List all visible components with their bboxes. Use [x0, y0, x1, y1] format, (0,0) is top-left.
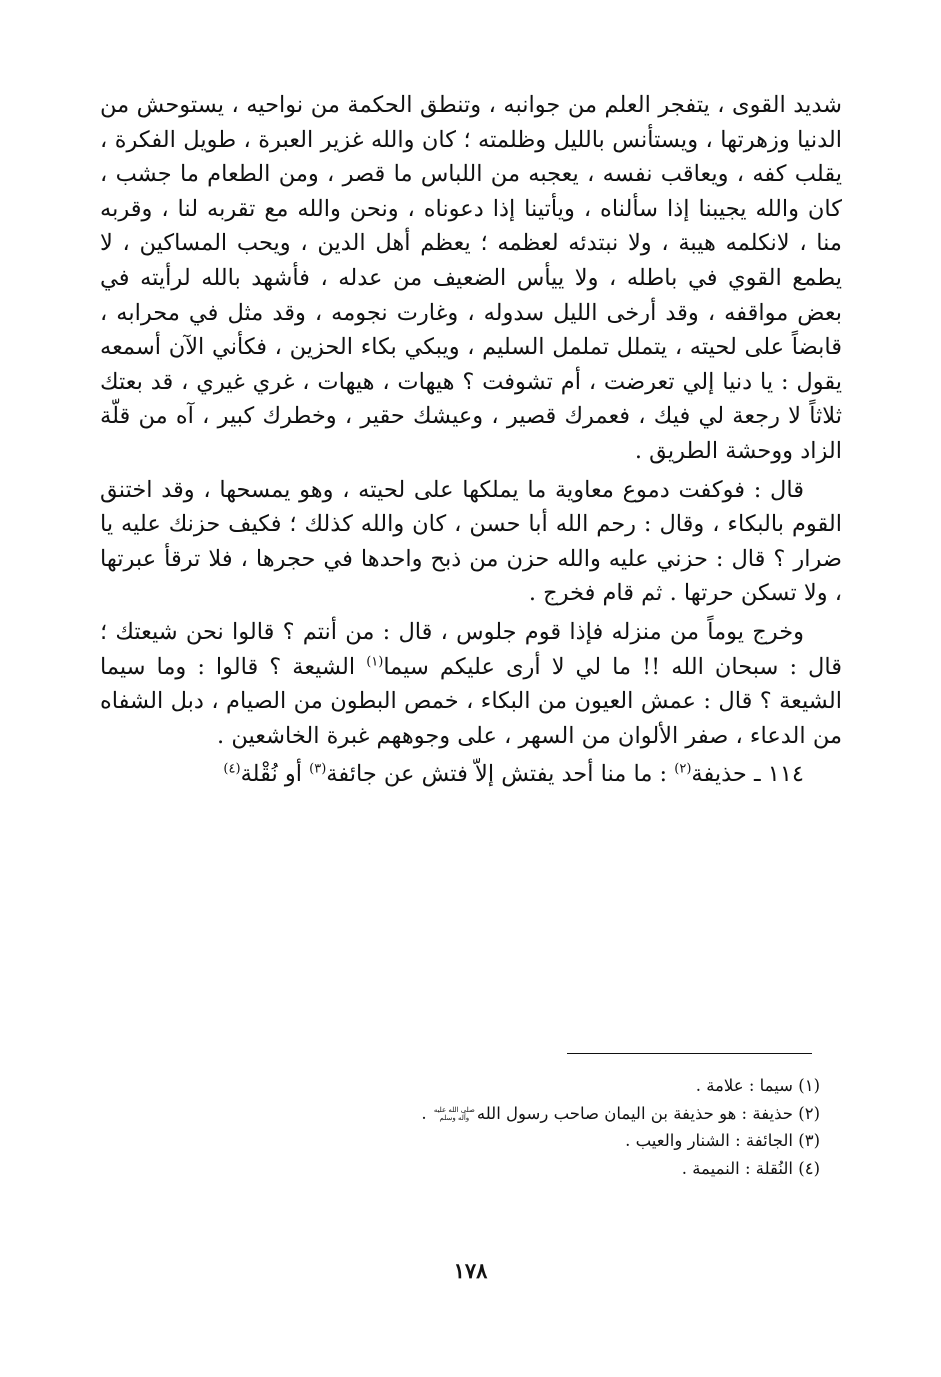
footnote-2-text: (٢) حذيفة : هو حذيفة بن اليمان صاحب رسول الله — [476, 1103, 820, 1123]
footnote-ref-3: (٣) — [309, 761, 327, 777]
hudhayfa-seg-1: ١١٤ ـ حذيفة — [691, 761, 804, 788]
footnote-2-tail: . — [421, 1103, 432, 1123]
footnote-4: (٤) النُقلة : النميمة . — [681, 1158, 820, 1178]
hudhayfa-seg-3: أو نُقْلة — [240, 761, 310, 788]
page-number: ١٧٨ — [453, 1258, 488, 1283]
hudhayfa-seg-2: : ما منا أحد يفتش إلاّ فتش عن جائفة — [326, 761, 675, 788]
shia-text-before: وخرج يوماً من منزله فإذا قوم جلوس ، قال : من أنتم ؟ قالوا نحن شيعتك ؛ قال : سبحان الله !! ما لي لا أرى عليكم سيما — [100, 618, 843, 680]
paragraph-hudhayfa-114 — [100, 757, 842, 792]
salawat-top: صلى الله عليه — [433, 1106, 475, 1114]
footnotes — [300, 1072, 820, 1182]
salawat-symbol — [434, 1106, 475, 1122]
footnote-3: (٣) الجائفة : الشنار والعيب . — [625, 1131, 820, 1150]
footnote-ref-2: (٢) — [674, 761, 692, 777]
paragraph-shia-signs — [100, 615, 842, 753]
footnote-ref-4: (٤) — [223, 761, 241, 777]
paragraph-dirar-description: شديد القوى ، يتفجر العلم من جوانبه ، وتنطق الحكمة من نواحيه ، يستوحش من الدنيا وزهرتها ، ويستأنس بالليل وظلمته ؛ كان والله غزير العبرة ، طويل الفكرة ، يقلب كفه ، ويعاقب نفسه ، يعجبه من اللباس ما قصر ، ومن الطعام ما جشب ، كان والله يجيبنا إذا سألناه ، ويأتينا إذا دعوناه ، ونحن والله مع تقربه لنا ، وقربه منا ، لانكلمه هيبة ، ولا نبتدئه لعظمه ؛ يعظم أهل الدين ، ويحب المساكين ، لا يطمع القوي في باطله ، ولا ييأس الضعيف من عدله ، فأشهد بالله لرأيته في بعض مواقفه ، وقد أرخى الليل سدوله ، وغارت نجومه ، وقد مثل في محرابه ، قابضاً على لحيته ، يتملل تململ السليم ، ويبكي بكاء الحزين ، فكأني الآن أسمعه يقول : يا دنيا إلي تعرضت ، أم تشوفت ؟ هيهات ، هيهات ، غري غيري ، قد بعتك ثلاثاً لا رجعة لي فيك ، فعمرك قصير ، وعيشك حقير ، وخطرك كبير ، آه من قلّة الزاد ووحشة الطريق . — [100, 92, 842, 464]
main-text — [100, 88, 842, 792]
footnote-1: (١) سيما : علامة . — [695, 1076, 820, 1095]
footnote-ref-1: (١) — [366, 654, 384, 669]
footnote-2 — [300, 1100, 820, 1128]
salawat-bottom: وآله وسلم — [439, 1114, 470, 1122]
shia-text-after: الشيعة ؟ قالوا : وما سيما الشيعة ؟ قال : عمش العيون من البكاء ، خمص البطون من الصيام ، دبل الشفاه من الدعاء ، صفر الألوان من السهر ، على وجوههم غبرة الخاشعين . — [100, 653, 842, 749]
paragraph-muawiya-weeping: قال : فوكفت دموع معاوية ما يملكها على لحيته ، وهو يمسحها ، وقد اختنق القوم بالبكاء ، وقال : رحم الله أبا حسن ، كان والله كذلك ؛ فكيف حزنك عليه يا ضرار ؟ قال : حزني عليه والله حزن من ذبح واحدها في حجرها ، فلا ترقأ عبرتها ، ولا تسكن حرتها . ثم قام فخرج . — [100, 476, 842, 607]
footnote-separator — [567, 1053, 812, 1054]
